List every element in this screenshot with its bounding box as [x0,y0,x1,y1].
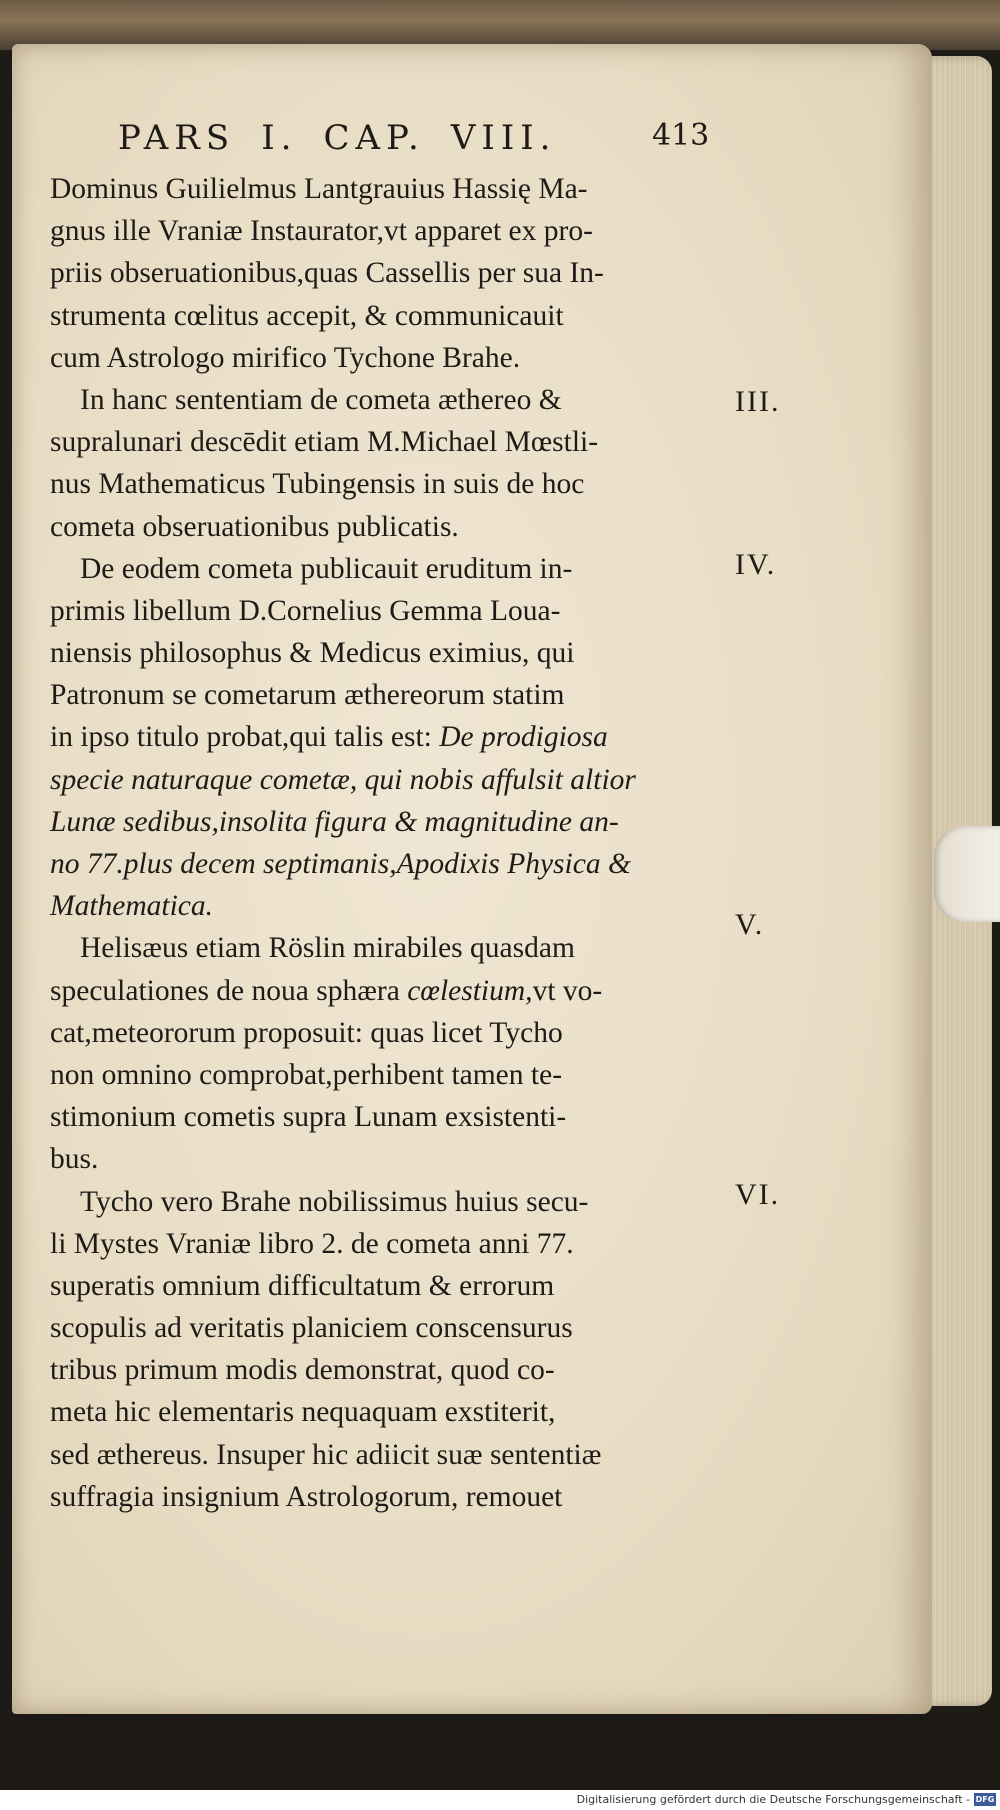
text-line: bus. [50,1143,99,1176]
text-line: specie naturaque cometæ, qui nobis affulsit altior [50,763,636,796]
text-line: De eodem cometa publicauit eruditum in- [80,552,573,585]
text-line: nus Mathematicus Tubingensis in suis de hoc [50,468,585,501]
text-line: no 77.plus decem septimanis,Apodixis Physica & [50,848,631,880]
text-line: In hanc sententiam de cometa æthereo & [80,383,562,416]
margin-number-iv: IV. [735,548,777,581]
text-line: strumenta cœlitus accepit, & communicauit [50,299,564,332]
text-line: Mathematica. [50,890,214,923]
text-line: meta hic elementaris nequaquam exstiterit, [50,1396,556,1429]
text-line: scopulis ad veritatis planiciem conscensurus [50,1312,573,1345]
book-bottom-edge [0,1714,1000,1790]
text-line: cat,meteororum proposuit: quas licet Tycho [50,1016,563,1049]
text-line: Tycho vero Brahe nobilissimus huius secu- [80,1185,589,1218]
digitization-footer [0,1790,1000,1810]
page-tab [934,826,1000,922]
text-line: Helisæus etiam Röslin mirabiles quasdam [80,932,575,965]
text-line: gnus ille Vraniæ Instaurator,vt apparet ex pro- [50,215,593,248]
text-line: priis obseruationibus,quas Cassellis per sua In- [50,257,604,290]
header-cap-num: VIII. [450,118,557,158]
header-cap: CAP. [323,118,425,158]
text-line: superatis omnium difficultatum & errorum [50,1269,555,1302]
text-line: tribus primum modis demonstrat, quod co- [50,1354,555,1387]
text-line: in ipso titulo probat,qui talis est: De prodigiosa [50,721,608,754]
body-text [50,168,730,1518]
text-line: supralunari descēdit etiam M.Michael Mœstli- [50,426,599,459]
footer-credit: Digitalisierung gefördert durch die Deutsche Forschungsgemeinschaft - [576,1793,970,1806]
text-line: li Mystes Vraniæ libro 2. de cometa anni 77. [50,1227,574,1260]
margin-number-vi: VI. [735,1178,781,1211]
text-line: suffragia insignium Astrologorum, remouet [50,1480,563,1513]
margin-number-v: V. [735,908,765,941]
text-line: Dominus Guilielmus Lantgrauius Hassię Ma- [50,173,588,205]
text-line: Patronum se cometarum æthereorum statim [50,679,565,712]
header-pars: PARS [118,118,236,158]
header-pars-num: I. [261,118,298,158]
text-line: cometa obseruationibus publicatis. [50,510,459,543]
text-line: non omnino comprobat,perhibent tamen te- [50,1058,563,1091]
book-top-edge [0,0,1000,50]
text-line: sed æthereus. Insuper hic adiicit suæ sententiæ [50,1438,602,1471]
dfg-logo: DFG [975,1795,995,1804]
margin-number-iii: III. [735,385,781,418]
text-line: cum Astrologo mirifico Tychone Brahe. [50,341,521,374]
text-line: primis libellum D.Cornelius Gemma Loua- [50,594,561,627]
running-header [118,118,718,158]
text-line: niensis philosophus & Medicus eximius, qui [50,637,575,670]
text-line: Lunæ sedibus,insolita figura & magnitudine an- [50,805,619,838]
folio-number: 413 [652,118,710,153]
text-line: speculationes de noua sphæra cœlestium,vt vo- [50,974,603,1007]
text-line: stimonium cometis supra Lunam exsistenti- [50,1101,567,1134]
